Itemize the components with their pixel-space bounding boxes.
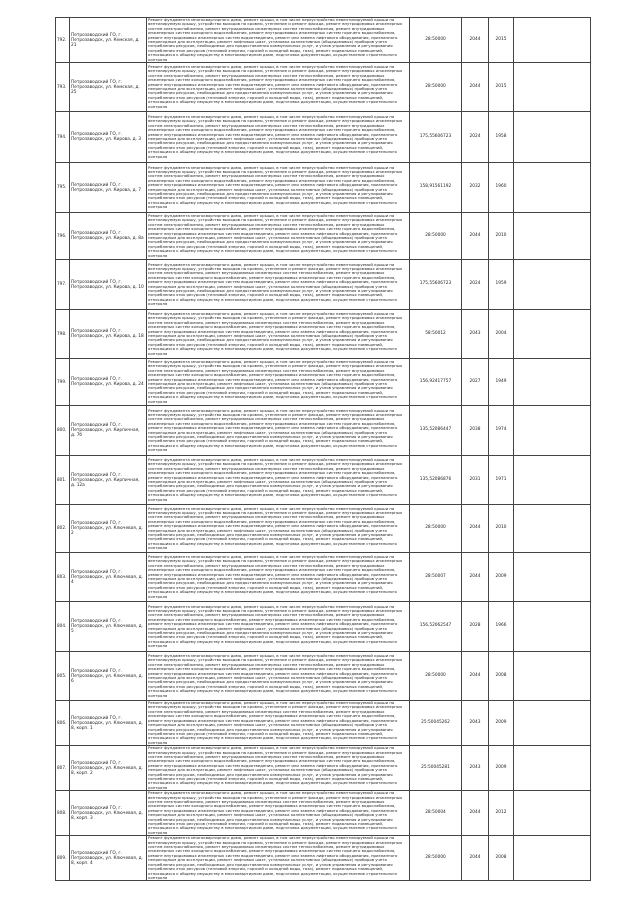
row-number: 796. (56, 213, 70, 260)
table-row (56, 746, 591, 791)
cost-cell: 175,55606723 (410, 260, 462, 310)
empty-cell (514, 602, 591, 652)
plan-year-cell: 2044 (462, 553, 489, 602)
address-cell: Петрозаводский ГО, г. Петрозаводск, ул. Кирова, д. 7 (70, 163, 147, 213)
works-description-cell: Ремонт фундамента многоквартирного дома, ремонт крыши, в том числе переустройство невентилируемой крыши на вентилируемую крышу, устройство выходов на кровлю, утепление и ремонт фасада, ремонт внутридомовых инженерных систем электроснабжения, ремонт внутридомовых инженерных систем теплоснабжения, ремонт внутридомовых инженерных систем холодного водоснабжения, ремонт внутридомовых инженерных систем горячего водоснабжения, ремонт внутридомовых инженерных систем водоотведения, ремонт или замена лифтового оборудования, признанного непригодным для эксплуатации, ремонт лифтовых шахт, установка коллективных (общедомовых) приборов учета потребления ресурсов, необходимых для предоставления коммунальных услуг, и узлов управления и регулирования потребления этих ресурсов (тепловой энергии, горячей и холодной воды, газа), ремонт подвальных помещений, относящихся к общему имуществу в многоквартирном доме, подготовка документации, осуществление строительного контроля (147, 456, 410, 505)
cost-cell: 28:50000 (410, 505, 462, 553)
empty-cell (514, 260, 591, 310)
table-row (56, 112, 591, 163)
address-cell: Петрозаводский ГО, г. Петрозаводск, ул. Кирова, д. 8а (70, 213, 147, 260)
table-row (56, 63, 591, 112)
empty-cell (514, 746, 591, 791)
plan-year-cell: 2043 (462, 310, 489, 359)
build-year-cell: 2009 (489, 746, 514, 791)
row-number: 801. (56, 456, 70, 505)
row-number: 793. (56, 63, 70, 112)
cost-cell: 25:50045281 (410, 746, 462, 791)
empty-cell (514, 63, 591, 112)
empty-cell (514, 456, 591, 505)
address-cell: Петрозаводский ГО, г. Петрозаводск, ул. Ключевая, д. 4 (70, 553, 147, 602)
build-year-cell: 1974 (489, 406, 514, 456)
row-number: 799. (56, 359, 70, 406)
plan-year-cell: 2044 (462, 652, 489, 701)
cost-cell: 156,52062547 (410, 602, 462, 652)
empty-cell (514, 836, 591, 881)
build-year-cell: 2015 (489, 18, 514, 63)
empty-cell (514, 406, 591, 456)
cost-cell: 28:50000 (410, 63, 462, 112)
address-cell: Петрозаводский ГО, г. Петрозаводск, ул. Кирова, д. 3 (70, 112, 147, 163)
plan-year-cell: 2032 (462, 163, 489, 213)
works-description-cell: Ремонт фундамента многоквартирного дома, ремонт крыши, в том числе переустройство невентилируемой крыши на вентилируемую крышу, устройство выходов на кровлю, утепление и ремонт фасада, ремонт внутридомовых инженерных систем электроснабжения, ремонт внутридомовых инженерных систем теплоснабжения, ремонт внутридомовых инженерных систем холодного водоснабжения, ремонт внутридомовых инженерных систем горячего водоснабжения, ремонт внутридомовых инженерных систем водоотведения, ремонт или замена лифтового оборудования, признанного непригодным для эксплуатации, ремонт лифтовых шахт, установка коллективных (общедомовых) приборов учета потребления ресурсов, необходимых для предоставления коммунальных услуг, и узлов управления и регулирования потребления этих ресурсов (тепловой энергии, горячей и холодной воды, газа), ремонт подвальных помещений, относящихся к общему имуществу в многоквартирном доме, подготовка документации, осуществление строительного контроля (147, 63, 410, 112)
build-year-cell: 1960 (489, 163, 514, 213)
build-year-cell: 2010 (489, 213, 514, 260)
build-year-cell: 2009 (489, 553, 514, 602)
row-number: 806. (56, 701, 70, 746)
row-number: 798. (56, 310, 70, 359)
address-cell: Петрозаводский ГО, г. Петрозаводск, ул. Кирпичная, д. 7б (70, 406, 147, 456)
build-year-cell: 2008 (489, 836, 514, 881)
cost-cell: 28:50004 (410, 791, 462, 836)
row-number: 809. (56, 836, 70, 881)
build-year-cell: 2008 (489, 652, 514, 701)
plan-year-cell: 2031 (462, 456, 489, 505)
cost-cell: 158,91561192 (410, 163, 462, 213)
build-year-cell: 1966 (489, 602, 514, 652)
plan-year-cell: 2044 (462, 505, 489, 553)
empty-cell (514, 652, 591, 701)
plan-year-cell: 2044 (462, 791, 489, 836)
cost-cell: 28:50007 (410, 553, 462, 602)
empty-cell (514, 505, 591, 553)
row-number: 795. (56, 163, 70, 213)
plan-year-cell: 2024 (462, 112, 489, 163)
plan-year-cell: 2044 (462, 63, 489, 112)
empty-cell (514, 359, 591, 406)
cost-cell: 28:50000 (410, 18, 462, 63)
cost-cell: 28:50000 (410, 652, 462, 701)
table-row (56, 163, 591, 213)
empty-cell (514, 553, 591, 602)
address-cell: Петрозаводский ГО, г. Петрозаводск, ул. Кирпичная, д. 12а (70, 456, 147, 505)
address-cell: Петрозаводский ГО, г. Петрозаводск, ул. Кирова, д. 18 (70, 310, 147, 359)
empty-cell (514, 701, 591, 746)
empty-cell (514, 18, 591, 63)
address-cell: Петрозаводский ГО, г. Петрозаводск, ул. Кемская, д. 25 (70, 63, 147, 112)
works-description-cell: Ремонт фундамента многоквартирного дома, ремонт крыши, в том числе переустройство невентилируемой крыши на вентилируемую крышу, устройство выходов на кровлю, утепление и ремонт фасада, ремонт внутридомовых инженерных систем электроснабжения, ремонт внутридомовых инженерных систем теплоснабжения, ремонт внутридомовых инженерных систем холодного водоснабжения, ремонт внутридомовых инженерных систем горячего водоснабжения, ремонт внутридомовых инженерных систем водоотведения, ремонт или замена лифтового оборудования, признанного непригодным для эксплуатации, ремонт лифтовых шахт, установка коллективных (общедомовых) приборов учета потребления ресурсов, необходимых для предоставления коммунальных услуг, и узлов управления и регулирования потребления этих ресурсов (тепловой энергии, горячей и холодной воды, газа), ремонт подвальных помещений, относящихся к общему имуществу в многоквартирном доме, подготовка документации, осуществление строительного контроля (147, 260, 410, 310)
build-year-cell: 2010 (489, 505, 514, 553)
address-cell: Петрозаводский ГО, г. Петрозаводск, ул. Ключевая, д. 8, корп. 2 (70, 746, 147, 791)
works-description-cell: Ремонт фундамента многоквартирного дома, ремонт крыши, в том числе переустройство невентилируемой крыши на вентилируемую крышу, устройство выходов на кровлю, утепление и ремонт фасада, ремонт внутридомовых инженерных систем электроснабжения, ремонт внутридомовых инженерных систем теплоснабжения, ремонт внутридомовых инженерных систем холодного водоснабжения, ремонт внутридомовых инженерных систем горячего водоснабжения, ремонт внутридомовых инженерных систем водоотведения, ремонт или замена лифтового оборудования, признанного непригодным для эксплуатации, ремонт лифтовых шахт, установка коллективных (общедомовых) приборов учета потребления ресурсов, необходимых для предоставления коммунальных услуг, и узлов управления и регулирования потребления этих ресурсов (тепловой энергии, горячей и холодной воды, газа), ремонт подвальных помещений, относящихся к общему имуществу в многоквартирном доме, подготовка документации, осуществление строительного контроля (147, 18, 410, 63)
table-row (56, 652, 591, 701)
empty-cell (514, 163, 591, 213)
empty-cell (514, 112, 591, 163)
cost-cell: 135,52086447 (410, 406, 462, 456)
works-description-cell: Ремонт фундамента многоквартирного дома, ремонт крыши, в том числе переустройство невентилируемой крыши на вентилируемую крышу, устройство выходов на кровлю, утепление и ремонт фасада, ремонт внутридомовых инженерных систем электроснабжения, ремонт внутридомовых инженерных систем теплоснабжения, ремонт внутридомовых инженерных систем холодного водоснабжения, ремонт внутридомовых инженерных систем горячего водоснабжения, ремонт внутридомовых инженерных систем водоотведения, ремонт или замена лифтового оборудования, признанного непригодным для эксплуатации, ремонт лифтовых шахт, установка коллективных (общедомовых) приборов учета потребления ресурсов, необходимых для предоставления коммунальных услуг, и узлов управления и регулирования потребления этих ресурсов (тепловой энергии, горячей и холодной воды, газа), ремонт подвальных помещений, относящихся к общему имуществу в многоквартирном доме, подготовка документации, осуществление строительного контроля (147, 652, 410, 701)
plan-year-cell: 2038 (462, 406, 489, 456)
address-cell: Петрозаводский ГО, г. Петрозаводск, ул. Ключевая, д. 8, корп. 4 (70, 836, 147, 881)
works-description-cell: Ремонт фундамента многоквартирного дома, ремонт крыши, в том числе переустройство невентилируемой крыши на вентилируемую крышу, устройство выходов на кровлю, утепление и ремонт фасада, ремонт внутридомовых инженерных систем электроснабжения, ремонт внутридомовых инженерных систем теплоснабжения, ремонт внутридомовых инженерных систем холодного водоснабжения, ремонт внутридомовых инженерных систем горячего водоснабжения, ремонт внутридомовых инженерных систем водоотведения, ремонт или замена лифтового оборудования, признанного непригодным для эксплуатации, ремонт лифтовых шахт, установка коллективных (общедомовых) приборов учета потребления ресурсов, необходимых для предоставления коммунальных услуг, и узлов управления и регулирования потребления этих ресурсов (тепловой энергии, горячей и холодной воды, газа), ремонт подвальных помещений, относящихся к общему имуществу в многоквартирном доме, подготовка документации, осуществление строительного контроля (147, 791, 410, 836)
plan-year-cell: 2044 (462, 213, 489, 260)
build-year-cell: 2009 (489, 701, 514, 746)
table-row (56, 310, 591, 359)
cost-cell: 58:50012 (410, 310, 462, 359)
capital-repair-table (55, 17, 591, 881)
row-number: 808. (56, 791, 70, 836)
plan-year-cell: 2027 (462, 359, 489, 406)
build-year-cell: 1959 (489, 260, 514, 310)
table-row (56, 260, 591, 310)
table-row (56, 701, 591, 746)
row-number: 803. (56, 553, 70, 602)
works-description-cell: Ремонт фундамента многоквартирного дома, ремонт крыши, в том числе переустройство невентилируемой крыши на вентилируемую крышу, устройство выходов на кровлю, утепление и ремонт фасада, ремонт внутридомовых инженерных систем электроснабжения, ремонт внутридомовых инженерных систем теплоснабжения, ремонт внутридомовых инженерных систем холодного водоснабжения, ремонт внутридомовых инженерных систем горячего водоснабжения, ремонт внутридомовых инженерных систем водоотведения, ремонт или замена лифтового оборудования, признанного непригодным для эксплуатации, ремонт лифтовых шахт, установка коллективных (общедомовых) приборов учета потребления ресурсов, необходимых для предоставления коммунальных услуг, и узлов управления и регулирования потребления этих ресурсов (тепловой энергии, горячей и холодной воды, газа), ремонт подвальных помещений, относящихся к общему имуществу в многоквартирном доме, подготовка документации, осуществление строительного контроля (147, 553, 410, 602)
table-row (56, 213, 591, 260)
works-description-cell: Ремонт фундамента многоквартирного дома, ремонт крыши, в том числе переустройство невентилируемой крыши на вентилируемую крышу, устройство выходов на кровлю, утепление и ремонт фасада, ремонт внутридомовых инженерных систем электроснабжения, ремонт внутридомовых инженерных систем теплоснабжения, ремонт внутридомовых инженерных систем холодного водоснабжения, ремонт внутридомовых инженерных систем горячего водоснабжения, ремонт внутридомовых инженерных систем водоотведения, ремонт или замена лифтового оборудования, признанного непригодным для эксплуатации, ремонт лифтовых шахт, установка коллективных (общедомовых) приборов учета потребления ресурсов, необходимых для предоставления коммунальных услуг, и узлов управления и регулирования потребления этих ресурсов (тепловой энергии, горячей и холодной воды, газа), ремонт подвальных помещений, относящихся к общему имуществу в многоквартирном доме, подготовка документации, осуществление строительного контроля (147, 406, 410, 456)
cost-cell: 135,52086876 (410, 456, 462, 505)
works-description-cell: Ремонт фундамента многоквартирного дома, ремонт крыши, в том числе переустройство невентилируемой крыши на вентилируемую крышу, устройство выходов на кровлю, утепление и ремонт фасада, ремонт внутридомовых инженерных систем электроснабжения, ремонт внутридомовых инженерных систем теплоснабжения, ремонт внутридомовых инженерных систем холодного водоснабжения, ремонт внутридомовых инженерных систем горячего водоснабжения, ремонт внутридомовых инженерных систем водоотведения, ремонт или замена лифтового оборудования, признанного непригодным для эксплуатации, ремонт лифтовых шахт, установка коллективных (общедомовых) приборов учета потребления ресурсов, необходимых для предоставления коммунальных услуг, и узлов управления и регулирования потребления этих ресурсов (тепловой энергии, горячей и холодной воды, газа), ремонт подвальных помещений, относящихся к общему имуществу в многоквартирном доме, подготовка документации, осуществление строительного контроля (147, 505, 410, 553)
plan-year-cell: 2024 (462, 260, 489, 310)
empty-cell (514, 310, 591, 359)
plan-year-cell: 2028 (462, 602, 489, 652)
cost-cell: 175,55606723 (410, 112, 462, 163)
build-year-cell: 2004 (489, 310, 514, 359)
works-description-cell: Ремонт фундамента многоквартирного дома, ремонт крыши, в том числе переустройство невентилируемой крыши на вентилируемую крышу, устройство выходов на кровлю, утепление и ремонт фасада, ремонт внутридомовых инженерных систем электроснабжения, ремонт внутридомовых инженерных систем теплоснабжения, ремонт внутридомовых инженерных систем холодного водоснабжения, ремонт внутридомовых инженерных систем горячего водоснабжения, ремонт внутридомовых инженерных систем водоотведения, ремонт или замена лифтового оборудования, признанного непригодным для эксплуатации, ремонт лифтовых шахт, установка коллективных (общедомовых) приборов учета потребления ресурсов, необходимых для предоставления коммунальных услуг, и узлов управления и регулирования потребления этих ресурсов (тепловой энергии, горячей и холодной воды, газа), ремонт подвальных помещений, относящихся к общему имуществу в многоквартирном доме, подготовка документации, осуществление строительного контроля (147, 310, 410, 359)
table-row (56, 602, 591, 652)
row-number: 794. (56, 112, 70, 163)
table-row (56, 836, 591, 881)
works-description-cell: Ремонт фундамента многоквартирного дома, ремонт крыши, в том числе переустройство невентилируемой крыши на вентилируемую крышу, устройство выходов на кровлю, утепление и ремонт фасада, ремонт внутридомовых инженерных систем электроснабжения, ремонт внутридомовых инженерных систем теплоснабжения, ремонт внутридомовых инженерных систем холодного водоснабжения, ремонт внутридомовых инженерных систем горячего водоснабжения, ремонт внутридомовых инженерных систем водоотведения, ремонт или замена лифтового оборудования, признанного непригодным для эксплуатации, ремонт лифтовых шахт, установка коллективных (общедомовых) приборов учета потребления ресурсов, необходимых для предоставления коммунальных услуг, и узлов управления и регулирования потребления этих ресурсов (тепловой энергии, горячей и холодной воды, газа), ремонт подвальных помещений, относящихся к общему имуществу в многоквартирном доме, подготовка документации, осуществление строительного контроля (147, 746, 410, 791)
plan-year-cell: 2044 (462, 836, 489, 881)
build-year-cell: 1971 (489, 456, 514, 505)
row-number: 800. (56, 406, 70, 456)
address-cell: Петрозаводский ГО, г. Петрозаводск, ул. Кемская, д. 21 (70, 18, 147, 63)
cost-cell: 156,92417757 (410, 359, 462, 406)
row-number: 792. (56, 18, 70, 63)
empty-cell (514, 213, 591, 260)
build-year-cell: 2015 (489, 63, 514, 112)
works-description-cell: Ремонт фундамента многоквартирного дома, ремонт крыши, в том числе переустройство невентилируемой крыши на вентилируемую крышу, устройство выходов на кровлю, утепление и ремонт фасада, ремонт внутридомовых инженерных систем электроснабжения, ремонт внутридомовых инженерных систем теплоснабжения, ремонт внутридомовых инженерных систем холодного водоснабжения, ремонт внутридомовых инженерных систем горячего водоснабжения, ремонт внутридомовых инженерных систем водоотведения, ремонт или замена лифтового оборудования, признанного непригодным для эксплуатации, ремонт лифтовых шахт, установка коллективных (общедомовых) приборов учета потребления ресурсов, необходимых для предоставления коммунальных услуг, и узлов управления и регулирования потребления этих ресурсов (тепловой энергии, горячей и холодной воды, газа), ремонт подвальных помещений, относящихся к общему имуществу в многоквартирном доме, подготовка документации, осуществление строительного контроля (147, 836, 410, 881)
document-sheet (55, 17, 590, 881)
table-body (56, 18, 591, 881)
table-row (56, 18, 591, 63)
row-number: 804. (56, 602, 70, 652)
table-row (56, 505, 591, 553)
works-description-cell: Ремонт фундамента многоквартирного дома, ремонт крыши, в том числе переустройство невентилируемой крыши на вентилируемую крышу, устройство выходов на кровлю, утепление и ремонт фасада, ремонт внутридомовых инженерных систем электроснабжения, ремонт внутридомовых инженерных систем теплоснабжения, ремонт внутридомовых инженерных систем холодного водоснабжения, ремонт внутридомовых инженерных систем горячего водоснабжения, ремонт внутридомовых инженерных систем водоотведения, ремонт или замена лифтового оборудования, признанного непригодным для эксплуатации, ремонт лифтовых шахт, установка коллективных (общедомовых) приборов учета потребления ресурсов, необходимых для предоставления коммунальных услуг, и узлов управления и регулирования потребления этих ресурсов (тепловой энергии, горячей и холодной воды, газа), ремонт подвальных помещений, относящихся к общему имуществу в многоквартирном доме, подготовка документации, осуществление строительного контроля (147, 602, 410, 652)
address-cell: Петрозаводский ГО, г. Петрозаводск, ул. Ключевая, д. 5 (70, 602, 147, 652)
build-year-cell: 2012 (489, 791, 514, 836)
row-number: 797. (56, 260, 70, 310)
plan-year-cell: 2043 (462, 701, 489, 746)
works-description-cell: Ремонт фундамента многоквартирного дома, ремонт крыши, в том числе переустройство невентилируемой крыши на вентилируемую крышу, устройство выходов на кровлю, утепление и ремонт фасада, ремонт внутридомовых инженерных систем электроснабжения, ремонт внутридомовых инженерных систем теплоснабжения, ремонт внутридомовых инженерных систем холодного водоснабжения, ремонт внутридомовых инженерных систем горячего водоснабжения, ремонт внутридомовых инженерных систем водоотведения, ремонт или замена лифтового оборудования, признанного непригодным для эксплуатации, ремонт лифтовых шахт, установка коллективных (общедомовых) приборов учета потребления ресурсов, необходимых для предоставления коммунальных услуг, и узлов управления и регулирования потребления этих ресурсов (тепловой энергии, горячей и холодной воды, газа), ремонт подвальных помещений, относящихся к общему имуществу в многоквартирном доме, подготовка документации, осуществление строительного контроля (147, 112, 410, 163)
address-cell: Петрозаводский ГО, г. Петрозаводск, ул. Ключевая, д. 8, корп. 3 (70, 791, 147, 836)
table-row (56, 359, 591, 406)
empty-cell (514, 791, 591, 836)
address-cell: Петрозаводский ГО, г. Петрозаводск, ул. Ключевая, д. 2 (70, 505, 147, 553)
works-description-cell: Ремонт фундамента многоквартирного дома, ремонт крыши, в том числе переустройство невентилируемой крыши на вентилируемую крышу, устройство выходов на кровлю, утепление и ремонт фасада, ремонт внутридомовых инженерных систем электроснабжения, ремонт внутридомовых инженерных систем теплоснабжения, ремонт внутридомовых инженерных систем холодного водоснабжения, ремонт внутридомовых инженерных систем горячего водоснабжения, ремонт внутридомовых инженерных систем водоотведения, ремонт или замена лифтового оборудования, признанного непригодным для эксплуатации, ремонт лифтовых шахт, установка коллективных (общедомовых) приборов учета потребления ресурсов, необходимых для предоставления коммунальных услуг, и узлов управления и регулирования потребления этих ресурсов (тепловой энергии, горячей и холодной воды, газа), ремонт подвальных помещений, относящихся к общему имуществу в многоквартирном доме, подготовка документации, осуществление строительного контроля (147, 213, 410, 260)
build-year-cell: 1949 (489, 359, 514, 406)
cost-cell: 25:50045262 (410, 701, 462, 746)
cost-cell: 28:50000 (410, 213, 462, 260)
table-row (56, 456, 591, 505)
cost-cell: 28:50000 (410, 836, 462, 881)
plan-year-cell: 2043 (462, 746, 489, 791)
works-description-cell: Ремонт фундамента многоквартирного дома, ремонт крыши, в том числе переустройство невентилируемой крыши на вентилируемую крышу, устройство выходов на кровлю, утепление и ремонт фасада, ремонт внутридомовых инженерных систем электроснабжения, ремонт внутридомовых инженерных систем теплоснабжения, ремонт внутридомовых инженерных систем холодного водоснабжения, ремонт внутридомовых инженерных систем горячего водоснабжения, ремонт внутридомовых инженерных систем водоотведения, ремонт или замена лифтового оборудования, признанного непригодным для эксплуатации, ремонт лифтовых шахт, установка коллективных (общедомовых) приборов учета потребления ресурсов, необходимых для предоставления коммунальных услуг, и узлов управления и регулирования потребления этих ресурсов (тепловой энергии, горячей и холодной воды, газа), ремонт подвальных помещений, относящихся к общему имуществу в многоквартирном доме, подготовка документации, осуществление строительного контроля (147, 701, 410, 746)
address-cell: Петрозаводский ГО, г. Петрозаводск, ул. Кирова, д. 24 (70, 359, 147, 406)
table-row (56, 406, 591, 456)
table-row (56, 791, 591, 836)
row-number: 802. (56, 505, 70, 553)
table-row (56, 553, 591, 602)
address-cell: Петрозаводский ГО, г. Петрозаводск, ул. Ключевая, д. 8, корп. 1 (70, 701, 147, 746)
address-cell: Петрозаводский ГО, г. Петрозаводск, ул. Ключевая, д. 6 (70, 652, 147, 701)
plan-year-cell: 2044 (462, 18, 489, 63)
build-year-cell: 1958 (489, 112, 514, 163)
row-number: 805. (56, 652, 70, 701)
address-cell: Петрозаводский ГО, г. Петрозаводск, ул. Кирова, д. 10 (70, 260, 147, 310)
works-description-cell: Ремонт фундамента многоквартирного дома, ремонт крыши, в том числе переустройство невентилируемой крыши на вентилируемую крышу, устройство выходов на кровлю, утепление и ремонт фасада, ремонт внутридомовых инженерных систем электроснабжения, ремонт внутридомовых инженерных систем теплоснабжения, ремонт внутридомовых инженерных систем холодного водоснабжения, ремонт внутридомовых инженерных систем горячего водоснабжения, ремонт внутридомовых инженерных систем водоотведения, ремонт или замена лифтового оборудования, признанного непригодным для эксплуатации, ремонт лифтовых шахт, установка коллективных (общедомовых) приборов учета потребления ресурсов, необходимых для предоставления коммунальных услуг, и узлов управления и регулирования потребления этих ресурсов (тепловой энергии, горячей и холодной воды, газа), ремонт подвальных помещений, относящихся к общему имуществу в многоквартирном доме, подготовка документации, осуществление строительного контроля (147, 359, 410, 406)
row-number: 807. (56, 746, 70, 791)
works-description-cell: Ремонт фундамента многоквартирного дома, ремонт крыши, в том числе переустройство невентилируемой крыши на вентилируемую крышу, устройство выходов на кровлю, утепление и ремонт фасада, ремонт внутридомовых инженерных систем электроснабжения, ремонт внутридомовых инженерных систем теплоснабжения, ремонт внутридомовых инженерных систем холодного водоснабжения, ремонт внутридомовых инженерных систем горячего водоснабжения, ремонт внутридомовых инженерных систем водоотведения, ремонт или замена лифтового оборудования, признанного непригодным для эксплуатации, ремонт лифтовых шахт, установка коллективных (общедомовых) приборов учета потребления ресурсов, необходимых для предоставления коммунальных услуг, и узлов управления и регулирования потребления этих ресурсов (тепловой энергии, горячей и холодной воды, газа), ремонт подвальных помещений, относящихся к общему имуществу в многоквартирном доме, подготовка документации, осуществление строительного контроля (147, 163, 410, 213)
